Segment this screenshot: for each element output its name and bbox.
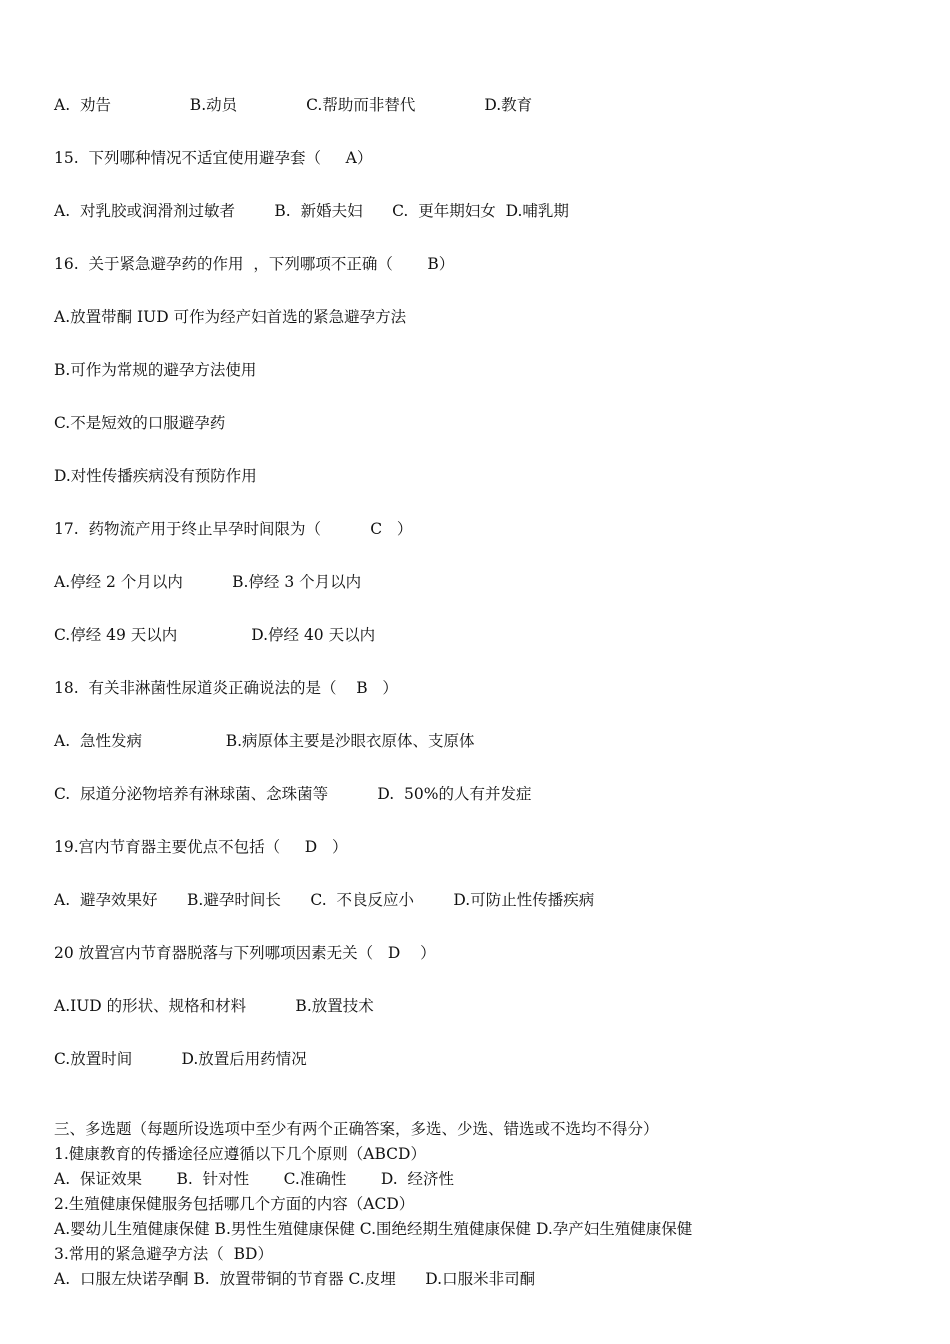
- mc1-question: 1.健康教育的传播途径应遵循以下几个原则（ABCD）: [54, 1145, 426, 1163]
- q16-question: 16. 关于紧急避孕药的作用 ，下列哪项不正确（ B）: [54, 255, 455, 273]
- section-heading-multiple-choice: 三、多选题（每题所设选项中至少有两个正确答案，多选、少选、错选或不选均不得分）: [54, 1120, 659, 1138]
- q19-question: 19.宫内节育器主要优点不包括（ D ）: [54, 838, 348, 856]
- mc3-question: 3.常用的紧急避孕方法（ BD）: [54, 1245, 273, 1263]
- q16-option-c: C.不是短效的口服避孕药: [54, 414, 226, 432]
- mc2-options: A.婴幼儿生殖健康保健 B.男性生殖健康保健 C.围绝经期生殖健康保健 D.孕产妇生殖健康保健: [54, 1220, 693, 1238]
- q18-options-ab: A. 急性发病 B.病原体主要是沙眼衣原体、支原体: [54, 732, 475, 750]
- q15-options: A. 对乳胶或润滑剂过敏者 B. 新婚夫妇 C. 更年期妇女 D.哺乳期: [54, 202, 569, 220]
- q18-question: 18. 有关非淋菌性尿道炎正确说法的是（ B ）: [54, 679, 398, 697]
- mc3-options: A. 口服左炔诺孕酮 B. 放置带铜的节育器 C.皮埋 D.口服米非司酮: [54, 1270, 536, 1288]
- q17-question: 17. 药物流产用于终止早孕时间限为（ C ）: [54, 520, 413, 538]
- q19-options: A. 避孕效果好 B.避孕时间长 C. 不良反应小 D.可防止性传播疾病: [54, 891, 595, 909]
- q18-options-cd: C. 尿道分泌物培养有淋球菌、念珠菌等 D. 50%的人有并发症: [54, 785, 532, 803]
- q20-question: 20 放置宫内节育器脱落与下列哪项因素无关（ D ）: [54, 944, 436, 962]
- q16-option-b: B.可作为常规的避孕方法使用: [54, 361, 257, 379]
- mc1-options: A. 保证效果 B. 针对性 C.准确性 D. 经济性: [54, 1170, 455, 1188]
- q14-options: A. 劝告 B.动员 C.帮助而非替代 D.教育: [54, 96, 533, 114]
- q17-options-ab: A.停经 2 个月以内 B.停经 3 个月以内: [54, 573, 362, 591]
- q20-options-ab: A.IUD 的形状、规格和材料 B.放置技术: [54, 997, 374, 1015]
- q16-option-d: D.对性传播疾病没有预防作用: [54, 467, 257, 485]
- q16-option-a: A.放置带酮 IUD 可作为经产妇首选的紧急避孕方法: [54, 308, 407, 326]
- q15-question: 15. 下列哪种情况不适宜使用避孕套（ A）: [54, 149, 373, 167]
- q17-options-cd: C.停经 49 天以内 D.停经 40 天以内: [54, 626, 376, 644]
- mc2-question: 2.生殖健康保健服务包括哪几个方面的内容（ACD）: [54, 1195, 415, 1213]
- q20-options-cd: C.放置时间 D.放置后用药情况: [54, 1050, 307, 1068]
